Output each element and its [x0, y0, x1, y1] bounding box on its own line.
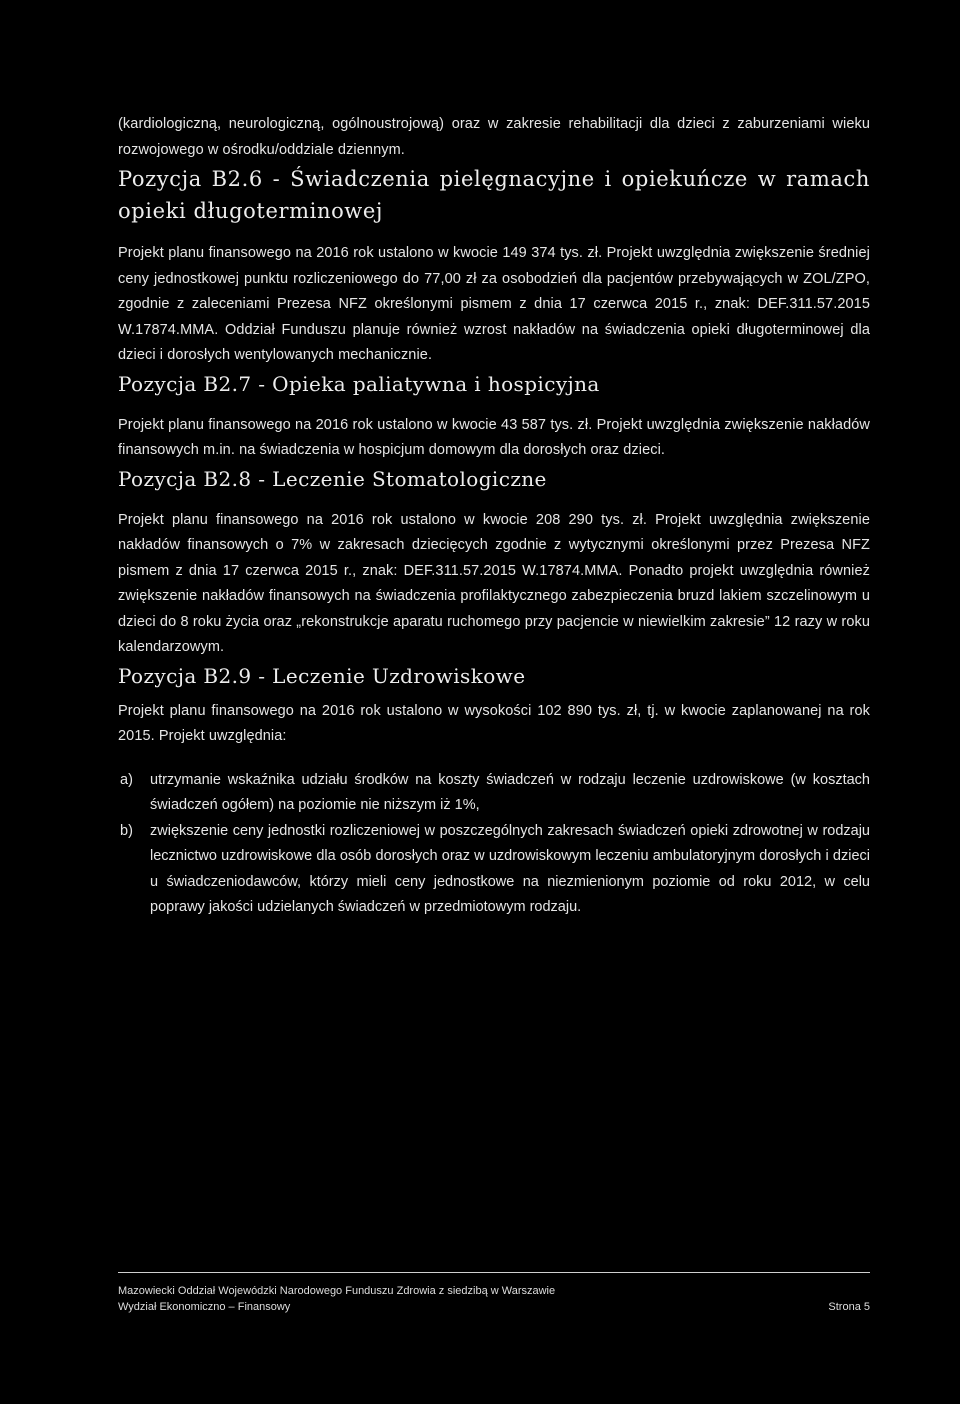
list-item-text: utrzymanie wskaźnika udziału środków na koszty świadczeń w rodzaju leczenie uzdrowiskowe (w kosztach świadczeń ogółem) na poziomie nie niższym iż 1%,	[150, 771, 870, 813]
page-number: Strona 5	[828, 1301, 870, 1313]
section-heading-b2-8: Pozycja B2.8 - Leczenie Stomatologiczne	[118, 466, 547, 491]
list-marker: a)	[120, 771, 133, 788]
section-b2-9-list	[118, 768, 870, 921]
list-item	[118, 819, 870, 921]
list-item	[118, 768, 870, 819]
document-page	[118, 112, 870, 921]
section-heading-b2-7: Pozycja B2.7 - Opieka paliatywna i hospicyjna	[118, 371, 600, 396]
footer-org: Mazowiecki Oddział Wojewódzki Narodowego Funduszu Zdrowia z siedzibą w Warszawie	[118, 1285, 556, 1297]
footer-divider	[118, 1272, 870, 1273]
footer-row	[118, 1299, 870, 1315]
section-body-b2-8: Projekt planu finansowego na 2016 rok ustalono w kwocie 208 290 tys. zł. Projekt uwzględnia zwiększenie nakładów finansowych o 7% w zakresach dziecięcych zgodnie z wytycznymi określonymi przez Prezesa NFZ pismem z dnia 17 czerwca 2015 r., znak: DEF.311.57.2015 W.17874.MMA. Ponadto projekt uwzględnia również zwiększenie nakładów finansowych na świadczenia profilaktycznego zabezpieczenia bruzd lakiem szczelinowym u dzieci do 8 roku życia oraz „rekonstrukcje aparatu ruchomego przy pacjencie w niewielkim zakresie” 12 razy w roku kalendarzowym.	[118, 511, 870, 655]
footer-dept: Wydział Ekonomiczno – Finansowy	[118, 1301, 291, 1313]
section-heading-b2-6: Pozycja B2.6 - Świadczenia pielęgnacyjne i opiekuńcze w ramach opieki długoterminowej	[118, 167, 870, 223]
page-footer	[118, 1272, 870, 1315]
list-marker: b)	[120, 822, 133, 839]
list-item-text: zwiększenie ceny jednostki rozliczeniowej w poszczególnych zakresach świadczeń opieki zdrowotnej w rodzaju lecznictwo uzdrowiskowe dla osób dorosłych oraz w uzdrowiskowym leczeniu ambulatoryjnym dorosłych i dzieci u świadczeniodawców, którzy mieli ceny jednostkowe na niezmienionym poziomie od roku 2012, w celu poprawy jakości udzielanych świadczeń w przedmiotowym rodzaju.	[150, 822, 870, 915]
intro-paragraph: (kardiologiczną, neurologiczną, ogólnoustrojową) oraz w zakresie rehabilitacji dla dzieci z zaburzeniami wieku rozwojowego w ośrodku/oddziale dziennym.	[118, 116, 870, 158]
section-body-b2-7: Projekt planu finansowego na 2016 rok ustalono w kwocie 43 587 tys. zł. Projekt uwzględnia zwiększenie nakładów finansowych m.in. na świadczenia w hospicjum domowym dla dorosłych oraz dzieci.	[118, 416, 870, 458]
section-body-b2-6: Projekt planu finansowego na 2016 rok ustalono w kwocie 149 374 tys. zł. Projekt uwzględnia zwiększenie średniej ceny jednostkowej punktu rozliczeniowego do 77,00 zł za osobodzień dla pacjentów przebywających w ZOL/ZPO, zgodnie z zaleceniami Prezesa NFZ określonymi pismem z dnia 17 czerwca 2015 r., znak: DEF.311.57.2015 W.17874.MMA. Oddział Funduszu planuje również wzrost nakładów na świadczenia opieki długoterminowej dla dzieci i dorosłych wentylowanych mechanicznie.	[118, 245, 870, 363]
section-heading-b2-9: Pozycja B2.9 - Leczenie Uzdrowiskowe	[118, 663, 526, 688]
section-body-b2-9: Projekt planu finansowego na 2016 rok ustalono w wysokości 102 890 tys. zł, tj. w kwocie zaplanowanej na rok 2015. Projekt uwzględnia:	[118, 702, 870, 744]
